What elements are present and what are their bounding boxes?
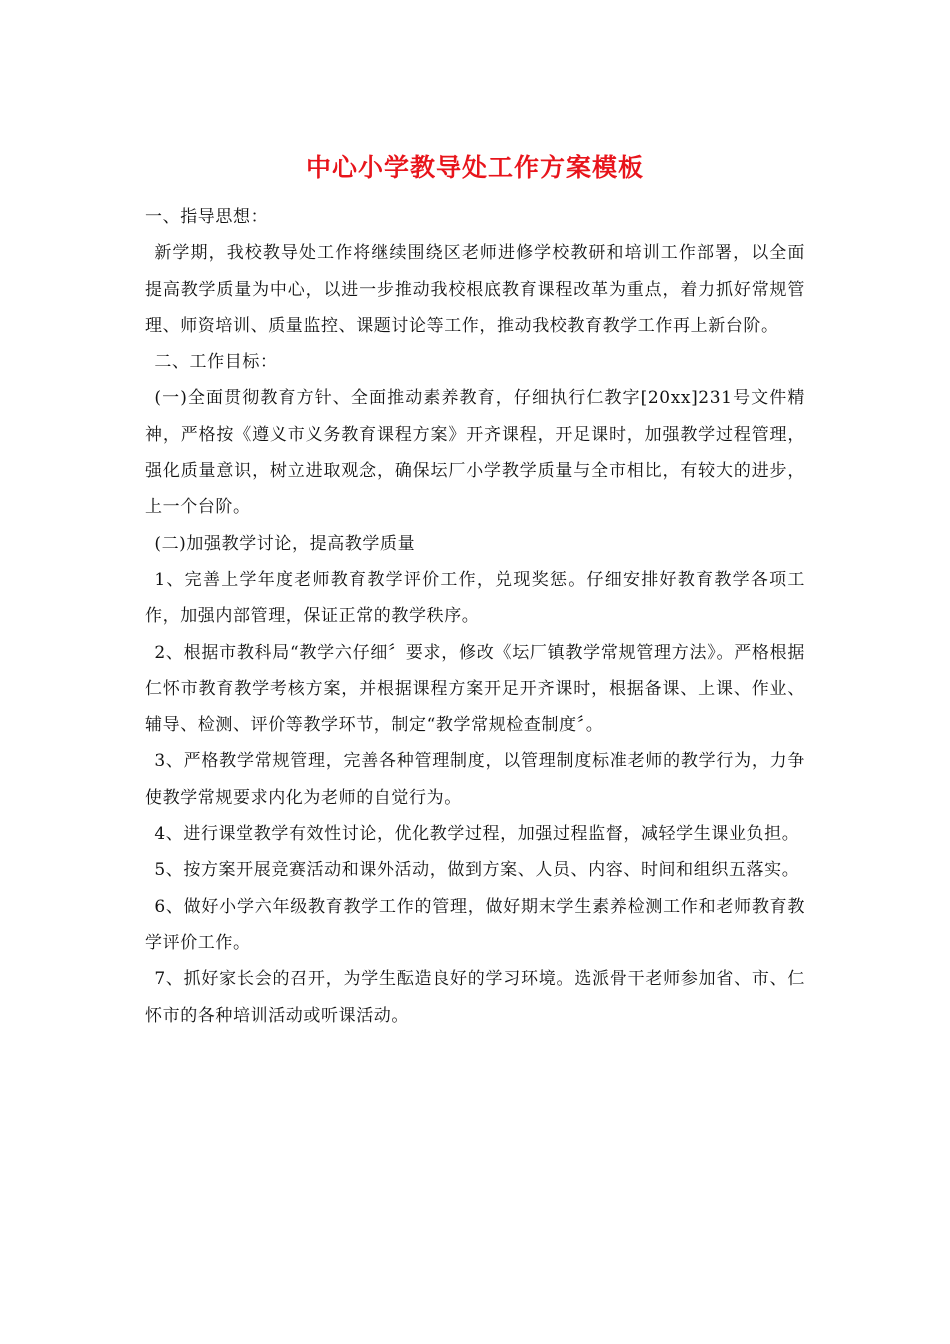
heading-work-goals: 二、工作目标： [154, 352, 278, 373]
list-item-7: 7、抓好家长会的召开，为学生酝造良好的学习环境。选派骨干老师参加省、市、仁怀市的各种培训活动或听课活动。 [145, 969, 805, 1026]
paragraph-goal-1: (一)全面贯彻教育方针、全面推动素养教育，仔细执行仁教字[20xx]231号文件精神，严格按《遵义市义务教育课程方案》开齐课程，开足课时，加强教学过程管理，强化质量意识，树立进取观念，确保坛厂小学教学质量与全市相比，有较大的进步，上一个台阶。 [145, 388, 805, 518]
list-item-2: 2、根据市教科局“教学六仔细〞要求，修改《坛厂镇教学常规管理方法》。严格根据仁怀市教育教学考核方案，并根据课程方案开足开齐课时，根据备课、上课、作业、辅导、检测、评价等教学环节，制定“教学常规检查制度〞。 [145, 642, 805, 736]
heading-guiding-thought: 一、指导思想： [145, 207, 269, 227]
document-body [145, 199, 805, 1034]
subheading-goal-2: (二)加强教学讨论，提高教学质量 [154, 533, 416, 554]
document-title: 中心小学教导处工作方案模板 [305, 153, 644, 182]
list-item-3: 3、严格教学常规管理，完善各种管理制度，以管理制度标准老师的教学行为，力争使教学常规要求内化为老师的自觉行为。 [145, 751, 805, 808]
list-item-6: 6、做好小学六年级教育教学工作的管理，做好期末学生素养检测工作和老师教育教学评价工作。 [145, 896, 805, 953]
list-item-1: 1、完善上学年度老师教育教学评价工作，兑现奖惩。仔细安排好教育教学各项工作，加强内部管理，保证正常的教学秩序。 [145, 569, 805, 627]
list-item-5: 5、按方案开展竞赛活动和课外活动，做到方案、人员、内容、时间和组织五落实。 [154, 860, 800, 881]
paragraph-new-semester: 新学期，我校教导处工作将继续围绕区老师进修学校教研和培训工作部署，以全面提高教学质量为中心，以进一步推动我校根底教育课程改革为重点，着力抓好常规管理、师资培训、质量监控、课题讨论等工作，推动我校教育教学工作再上新台阶。 [145, 243, 805, 336]
list-item-4: 4、进行课堂教学有效性讨论，优化教学过程，加强过程监督，减轻学生课业负担。 [154, 824, 800, 845]
